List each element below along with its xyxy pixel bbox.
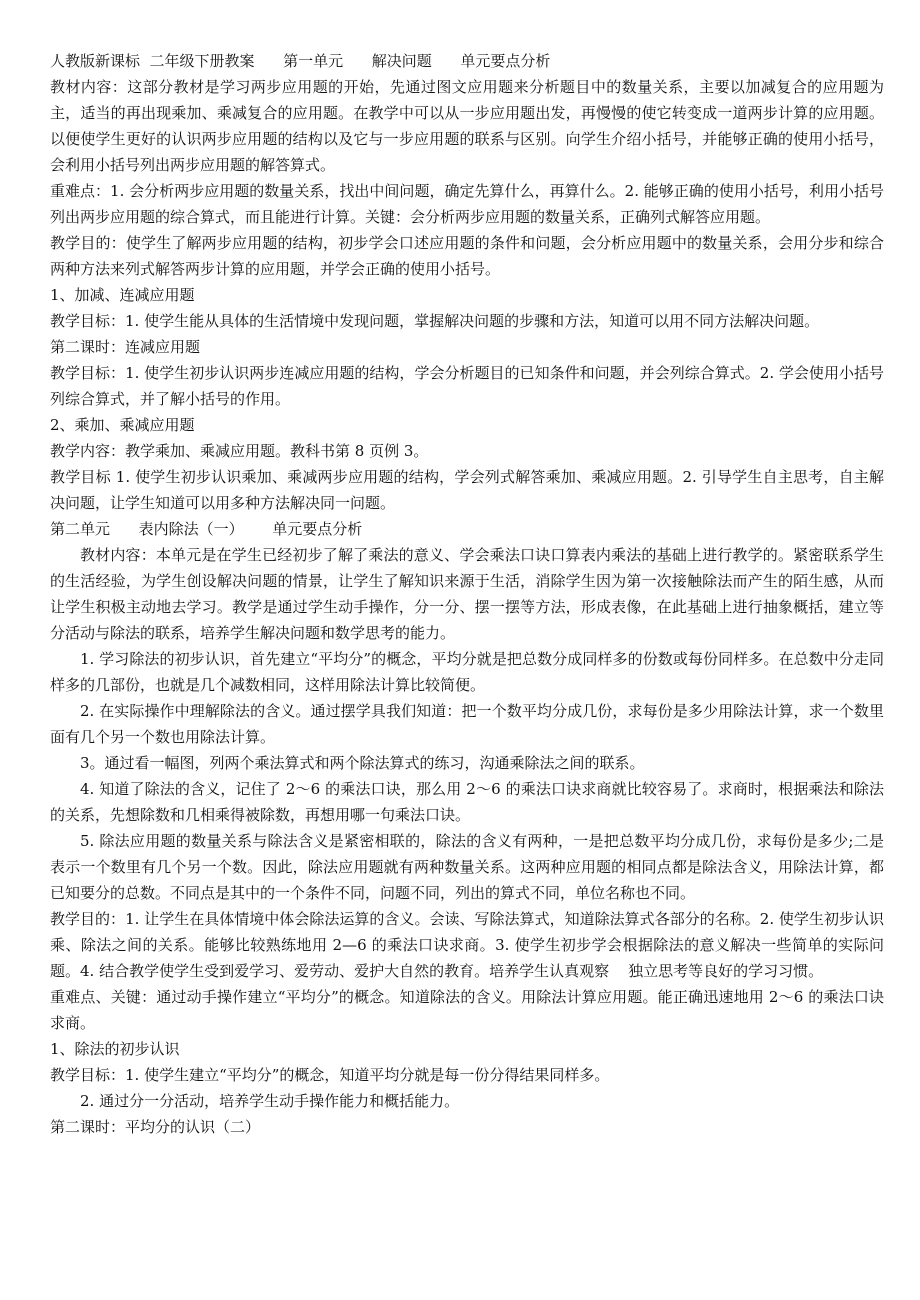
unit2-key-points: 重难点、关键：通过动手操作建立“平均分”的概念。知道除法的含义。用除法计算应用题。能正确迅速地用 2～6 的乘法口诀求商。 [50,988,884,1032]
section-objective-add-subtract: 教学目标：1. 使学生能从具体的生活情境中发现问题，掌握解决问题的步骤和方法，知道可以用不同方法解决问题。 [50,312,820,330]
section-objective-division-2: 2. 通过分一分活动，培养学生动手操作能力和概括能力。 [80,1092,460,1110]
unit1-teaching-purpose: 教学目的：使学生了解两步应用题的结构，初步学会口述应用题的条件和问题，会分析应用题中的数量关系，会用分步和综合两种方法来列式解答两步计算的应用题，并学会正确的使用小括号。 [50,234,884,278]
unit2-point-4: 4. 知道了除法的含义，记住了 2～6 的乘法口诀，那么用 2～6 的乘法口诀求商就比较容易了。求商时，根据乘法和除法的关系，先想除数和几相乘得被除数，再想用哪一句乘法口诀。 [50,780,884,824]
unit2-point-3: 3。通过看一幅图，列两个乘法算式和两个除法算式的练习，沟通乘除法之间的联系。 [80,754,645,772]
unit1-teaching-content: 教材内容：这部分教材是学习两步应用题的开始，先通过图文应用题来分析题目中的数量关系，主要以加减复合的应用题为主，适当的再出现乘加、乘减复合的应用题。在教学中可以从一步应用题出发，再慢慢的使它转变成一道两步计算的应用题。以便使学生更好的认识两步应用题的结构以及它与一步应用题的联系与区别。向学生介绍小括号，并能够正确的使用小括号，会利用小括号列出两步应用题的解答算式。 [50,78,884,174]
unit2-title-line: 第二单元 表内除法（一） 单元要点分析 [50,520,363,538]
section-heading-multiply-add: 2、乘加、乘减应用题 [50,416,195,434]
lesson-heading-consecutive-subtract: 第二课时：连减应用题 [50,338,201,356]
unit2-teaching-purpose: 教学目的：1. 让学生在具体情境中体会除法运算的含义。会读、写除法算式，知道除法算式各部分的名称。2. 使学生初步认识乘、除法之间的关系。能够比较熟练地用 2—6 的乘法口诀求商。3. 使学生初步学会根据除法的意义解决一些简单的实际问题。4. 结合教学使学生受到爱学习、爱劳动、爱护大自然的教育。培养学生认真观察 独立思考等良好的学习习惯。 [50,910,884,980]
unit1-key-points: 重难点：1. 会分析两步应用题的数量关系，找出中间问题，确定先算什么，再算什么。2. 能够正确的使用小括号，利用小括号列出两步应用题的综合算式，而且能进行计算。关键：会分析两步应用题的数量关系，正确列式解答应用题。 [50,182,884,226]
lesson-heading-average-division-2: 第二课时：平均分的认识（二） [50,1118,261,1136]
unit2-point-5: 5. 除法应用题的数量关系与除法含义是紧密相联的，除法的含义有两种，一是把总数平均分成几份，求每份是多少;二是表示一个数里有几个另一个数。因此，除法应用题就有两种数量关系。这两种应用题的相同点都是除法含义，用除法计算，都已知要分的总数。不同点是其中的一个条件不同，问题不同，列出的算式不同，单位名称也不同。 [50,832,884,902]
unit2-teaching-content: 教材内容：本单元是在学生已经初步了解了乘法的意义、学会乘法口诀口算表内乘法的基础上进行教学的。紧密联系学生的生活经验，为学生创设解决问题的情景，让学生了解知识来源于生活，消除学生因为第一次接触除法而产生的陌生感，从而让学生积极主动地去学习。教学是通过学生动手操作，分一分、摆一摆等方法，形成表像，在此基础上进行抽象概括，建立等分活动与除法的联系，培养学生解决问题和数学思考的能力。 [50,546,884,642]
lesson-objective-consecutive-subtract: 教学目标：1. 使学生初步认识两步连减应用题的结构，学会分析题目的已知条件和问题，并会列综合算式。2. 学会使用小括号列综合算式，并了解小括号的作用。 [50,364,884,408]
unit2-point-1: 1. 学习除法的初步认识，首先建立“平均分”的概念，平均分就是把总数分成同样多的份数或每份同样多。在总数中分走同样多的几部份，也就是几个减数相同，这样用除法计算比较简便。 [50,650,884,694]
section-objective-multiply-add: 教学目标 1. 使学生初步认识乘加、乘减两步应用题的结构，学会列式解答乘加、乘减应用题。2. 引导学生自主思考，自主解决问题，让学生知道可以用多种方法解决同一问题。 [50,468,884,512]
unit2-point-2: 2. 在实际操作中理解除法的含义。通过摆学具我们知道：把一个数平均分成几份，求每份是多少用除法计算，求一个数里面有几个另一个数也用除法计算。 [50,702,884,746]
section-heading-division-intro: 1、除法的初步认识 [50,1040,180,1058]
section-heading-add-subtract: 1、加减、连减应用题 [50,286,195,304]
section-content-multiply-add: 教学内容：教学乘加、乘减应用题。教科书第 8 页例 3。 [50,442,429,460]
document-title-line: 人教版新课标 二年级下册教案 第一单元 解决问题 单元要点分析 [50,52,551,70]
section-objective-division-1: 教学目标：1. 使学生建立“平均分”的概念，知道平均分就是每一份分得结果同样多。 [50,1066,610,1084]
